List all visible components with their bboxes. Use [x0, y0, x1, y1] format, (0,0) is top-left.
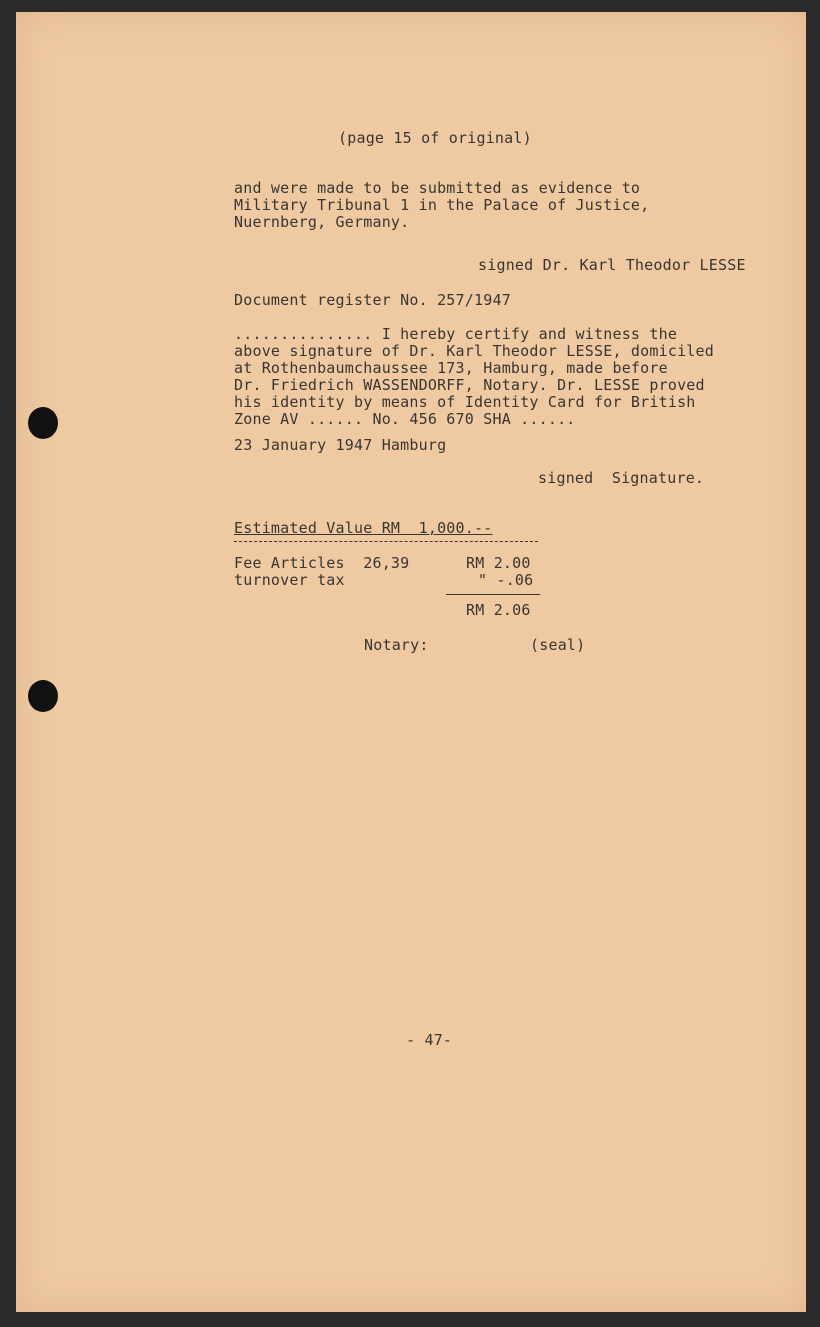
certification-line-5: his identity by means of Identity Card for British [234, 393, 696, 411]
signed-line: signed Dr. Karl Theodor LESSE [478, 256, 746, 274]
fee-articles-label: Fee Articles 26,39 [234, 554, 410, 572]
estimated-value-rule [234, 541, 538, 542]
document-register: Document register No. 257/1947 [234, 291, 511, 309]
signature-line: signed Signature. [538, 469, 705, 487]
body-line-2: Military Tribunal 1 in the Palace of Justice, [234, 196, 650, 214]
turnover-tax-value: " -.06 [478, 571, 534, 589]
certification-line-3: at Rothenbaumchaussee 173, Hamburg, made before [234, 359, 668, 377]
punch-hole-bottom [28, 680, 58, 712]
page-number: - 47- [406, 1031, 453, 1049]
certification-line-1: ............... I hereby certify and witness the [234, 325, 678, 343]
total-rule [446, 594, 540, 595]
seal-label: (seal) [530, 636, 586, 654]
fee-articles-value: RM 2.00 [466, 554, 531, 572]
document-page [16, 12, 806, 1312]
body-line-3: Nuernberg, Germany. [234, 213, 410, 231]
page-header: (page 15 of original) [338, 129, 532, 147]
total-value: RM 2.06 [466, 601, 531, 619]
date-line: 23 January 1947 Hamburg [234, 436, 447, 454]
notary-label: Notary: [364, 636, 429, 654]
turnover-tax-label: turnover tax [234, 571, 345, 589]
certification-line-4: Dr. Friedrich WASSENDORFF, Notary. Dr. LESSE proved [234, 376, 705, 394]
punch-hole-top [28, 407, 58, 439]
body-line-1: and were made to be submitted as evidence to [234, 179, 641, 197]
estimated-value: Estimated Value RM 1,000.-- [234, 519, 493, 537]
certification-line-6: Zone AV ...... No. 456 670 SHA ...... [234, 410, 576, 428]
certification-line-2: above signature of Dr. Karl Theodor LESSE, domiciled [234, 342, 714, 360]
